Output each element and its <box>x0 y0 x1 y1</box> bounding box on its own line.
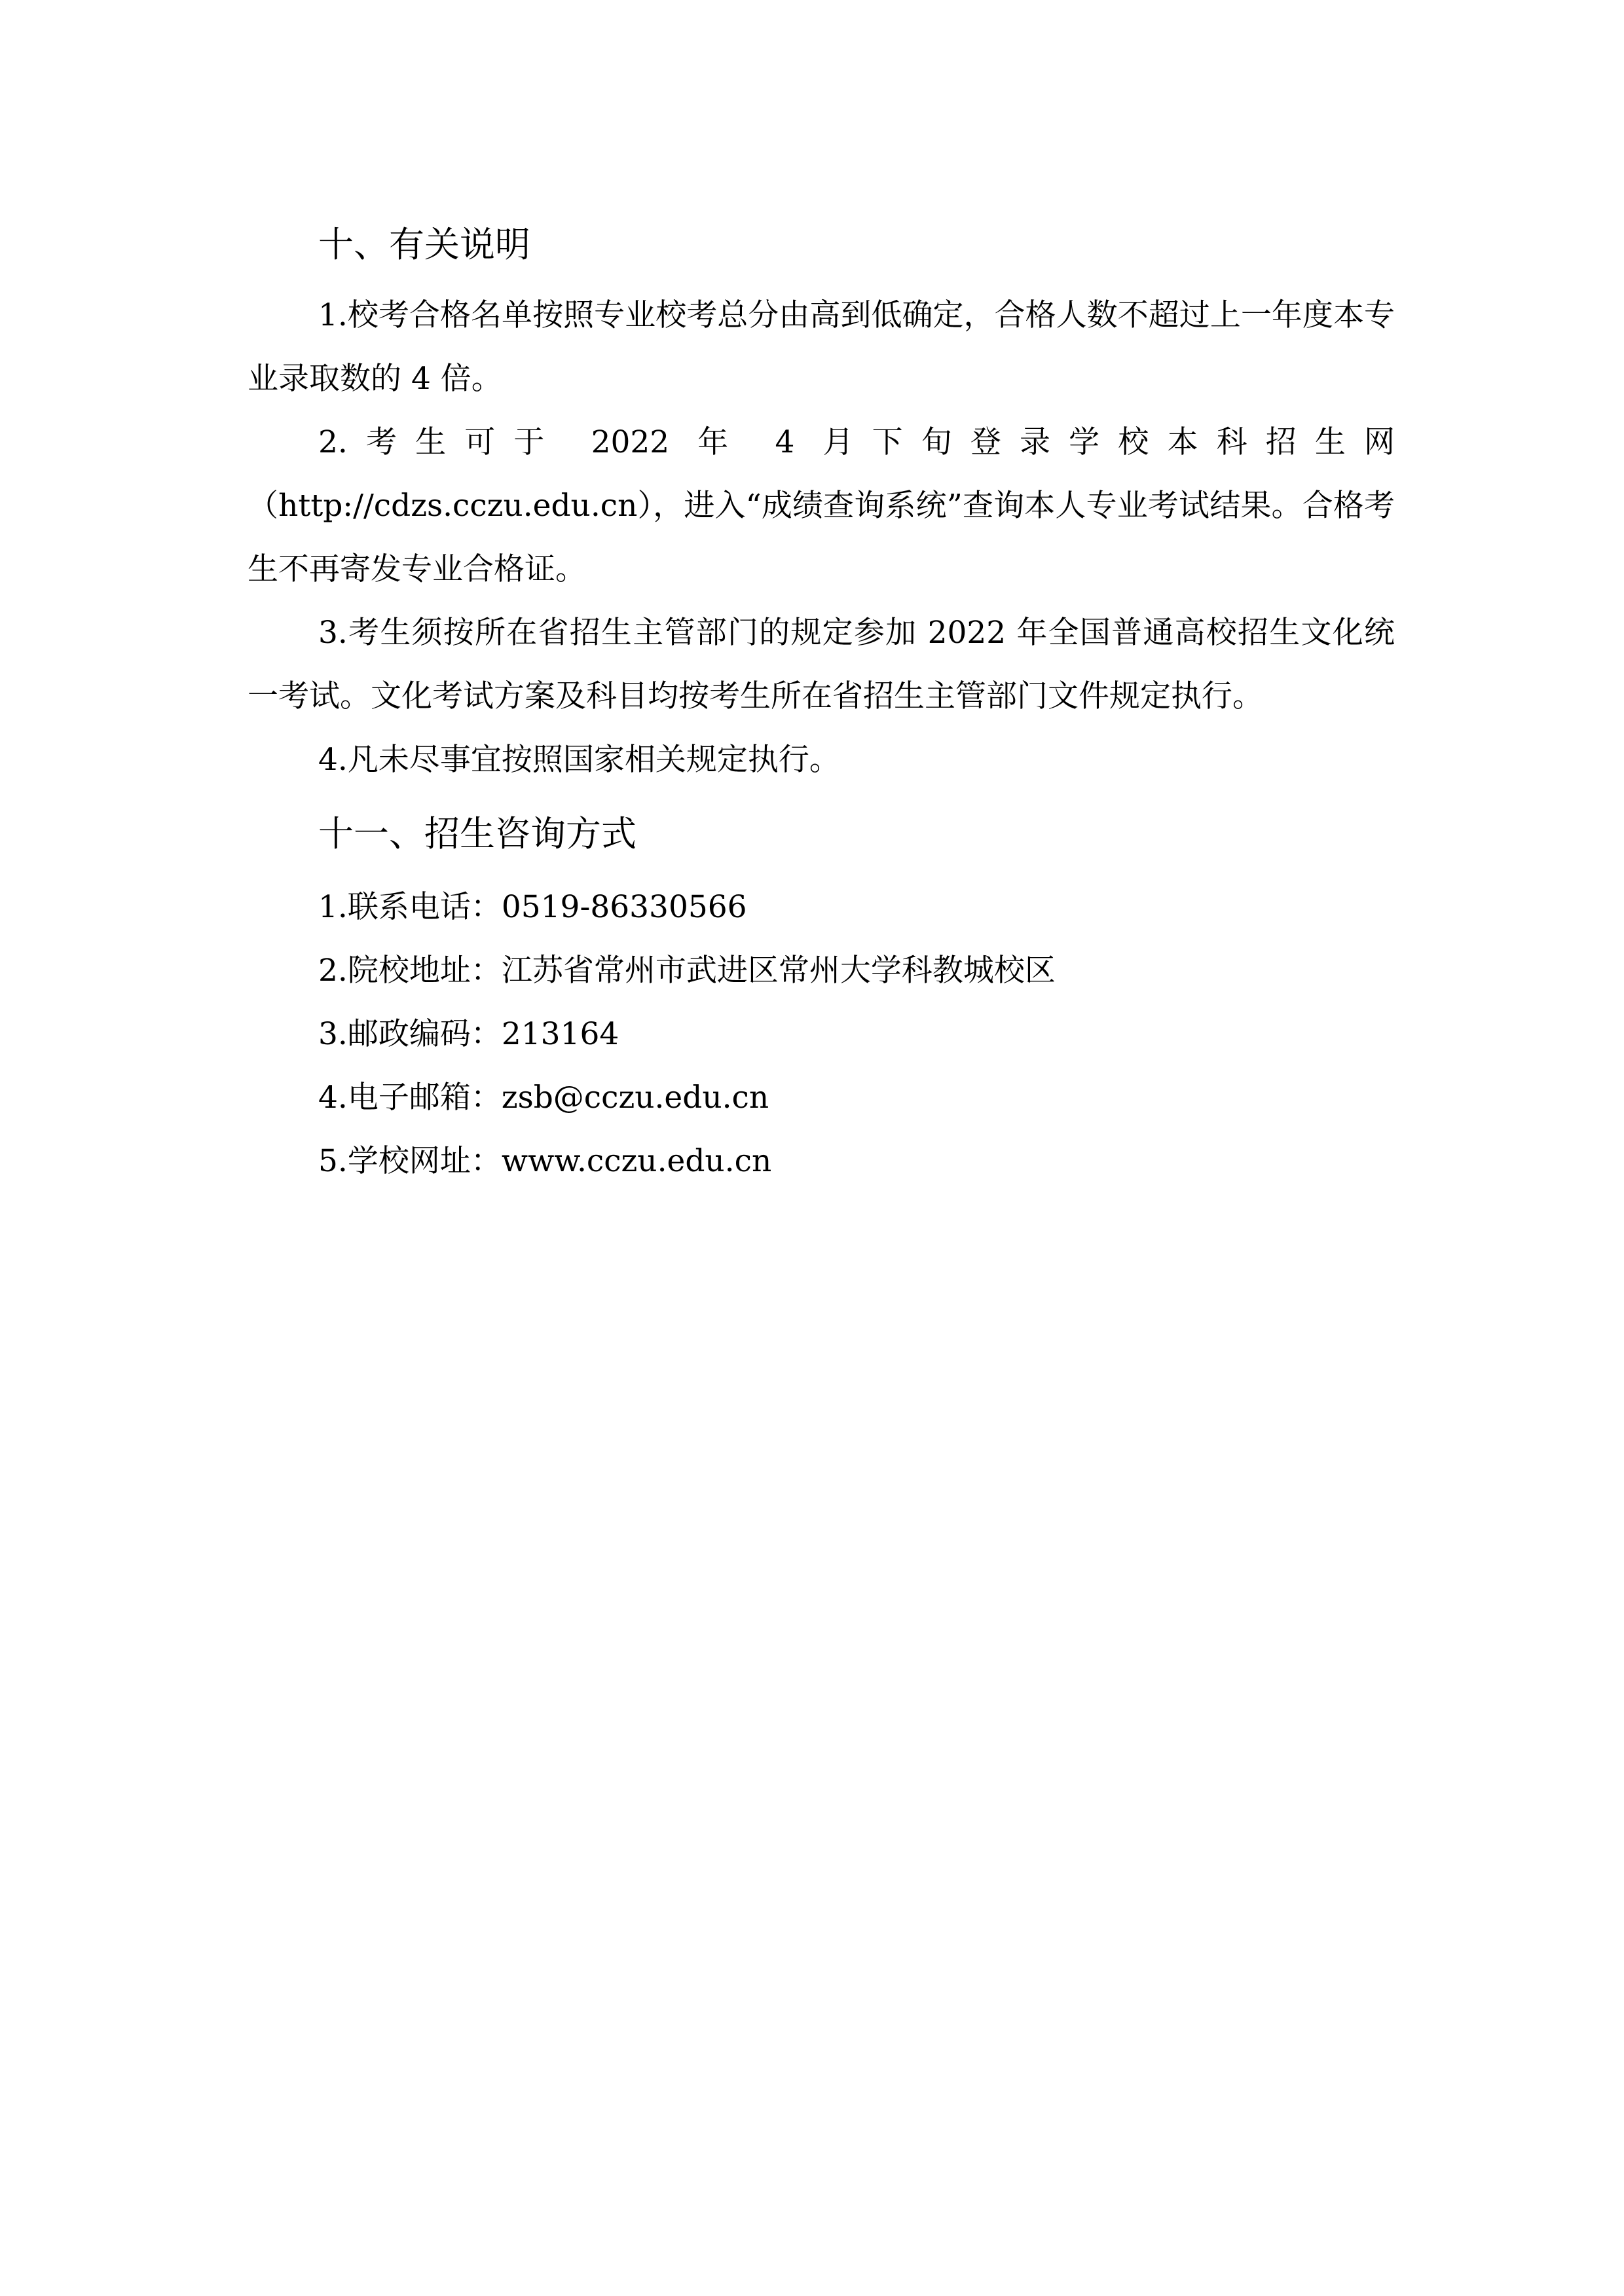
contact-address: 2.院校地址：江苏省常州市武进区常州大学科教城校区 <box>318 953 1056 989</box>
contact-website: 5.学校网址：www.cczu.edu.cn <box>318 1143 772 1179</box>
contact-email: 4.电子邮箱：zsb@cczu.edu.cn <box>318 1080 769 1116</box>
section-title-notes: 十、有关说明 <box>318 224 530 265</box>
section-notes <box>248 206 1395 792</box>
note-paragraph-1: 1.校考合格名单按照专业校考总分由高到低确定，合格人数不超过上一年度本专业录取数的 4 倍。 <box>248 297 1395 397</box>
section-title-contact: 十一、招生咨询方式 <box>318 813 637 854</box>
note-paragraph-3: 3.考生须按所在省招生主管部门的规定参加 2022 年全国普通高校招生文化统一考试。文化考试方案及科目均按考生所在省招生主管部门文件规定执行。 <box>248 615 1395 714</box>
contact-phone: 1.联系电话：0519-86330566 <box>318 889 747 925</box>
note-paragraph-4: 4.凡未尽事宜按照国家相关规定执行。 <box>318 742 840 778</box>
contact-postcode: 3.邮政编码：213164 <box>318 1016 619 1052</box>
note-paragraph-2: 2.考生可于 2022 年 4 月下旬登录学校本科招生网（http://cdzs.cczu.edu.cn），进入“成绩查询系统”查询本人专业考试结果。合格考生不再寄发专业合格证。 <box>248 424 1395 587</box>
section-contact <box>248 795 1395 1193</box>
contact-list <box>248 875 1395 1193</box>
page-content <box>248 206 1395 1193</box>
